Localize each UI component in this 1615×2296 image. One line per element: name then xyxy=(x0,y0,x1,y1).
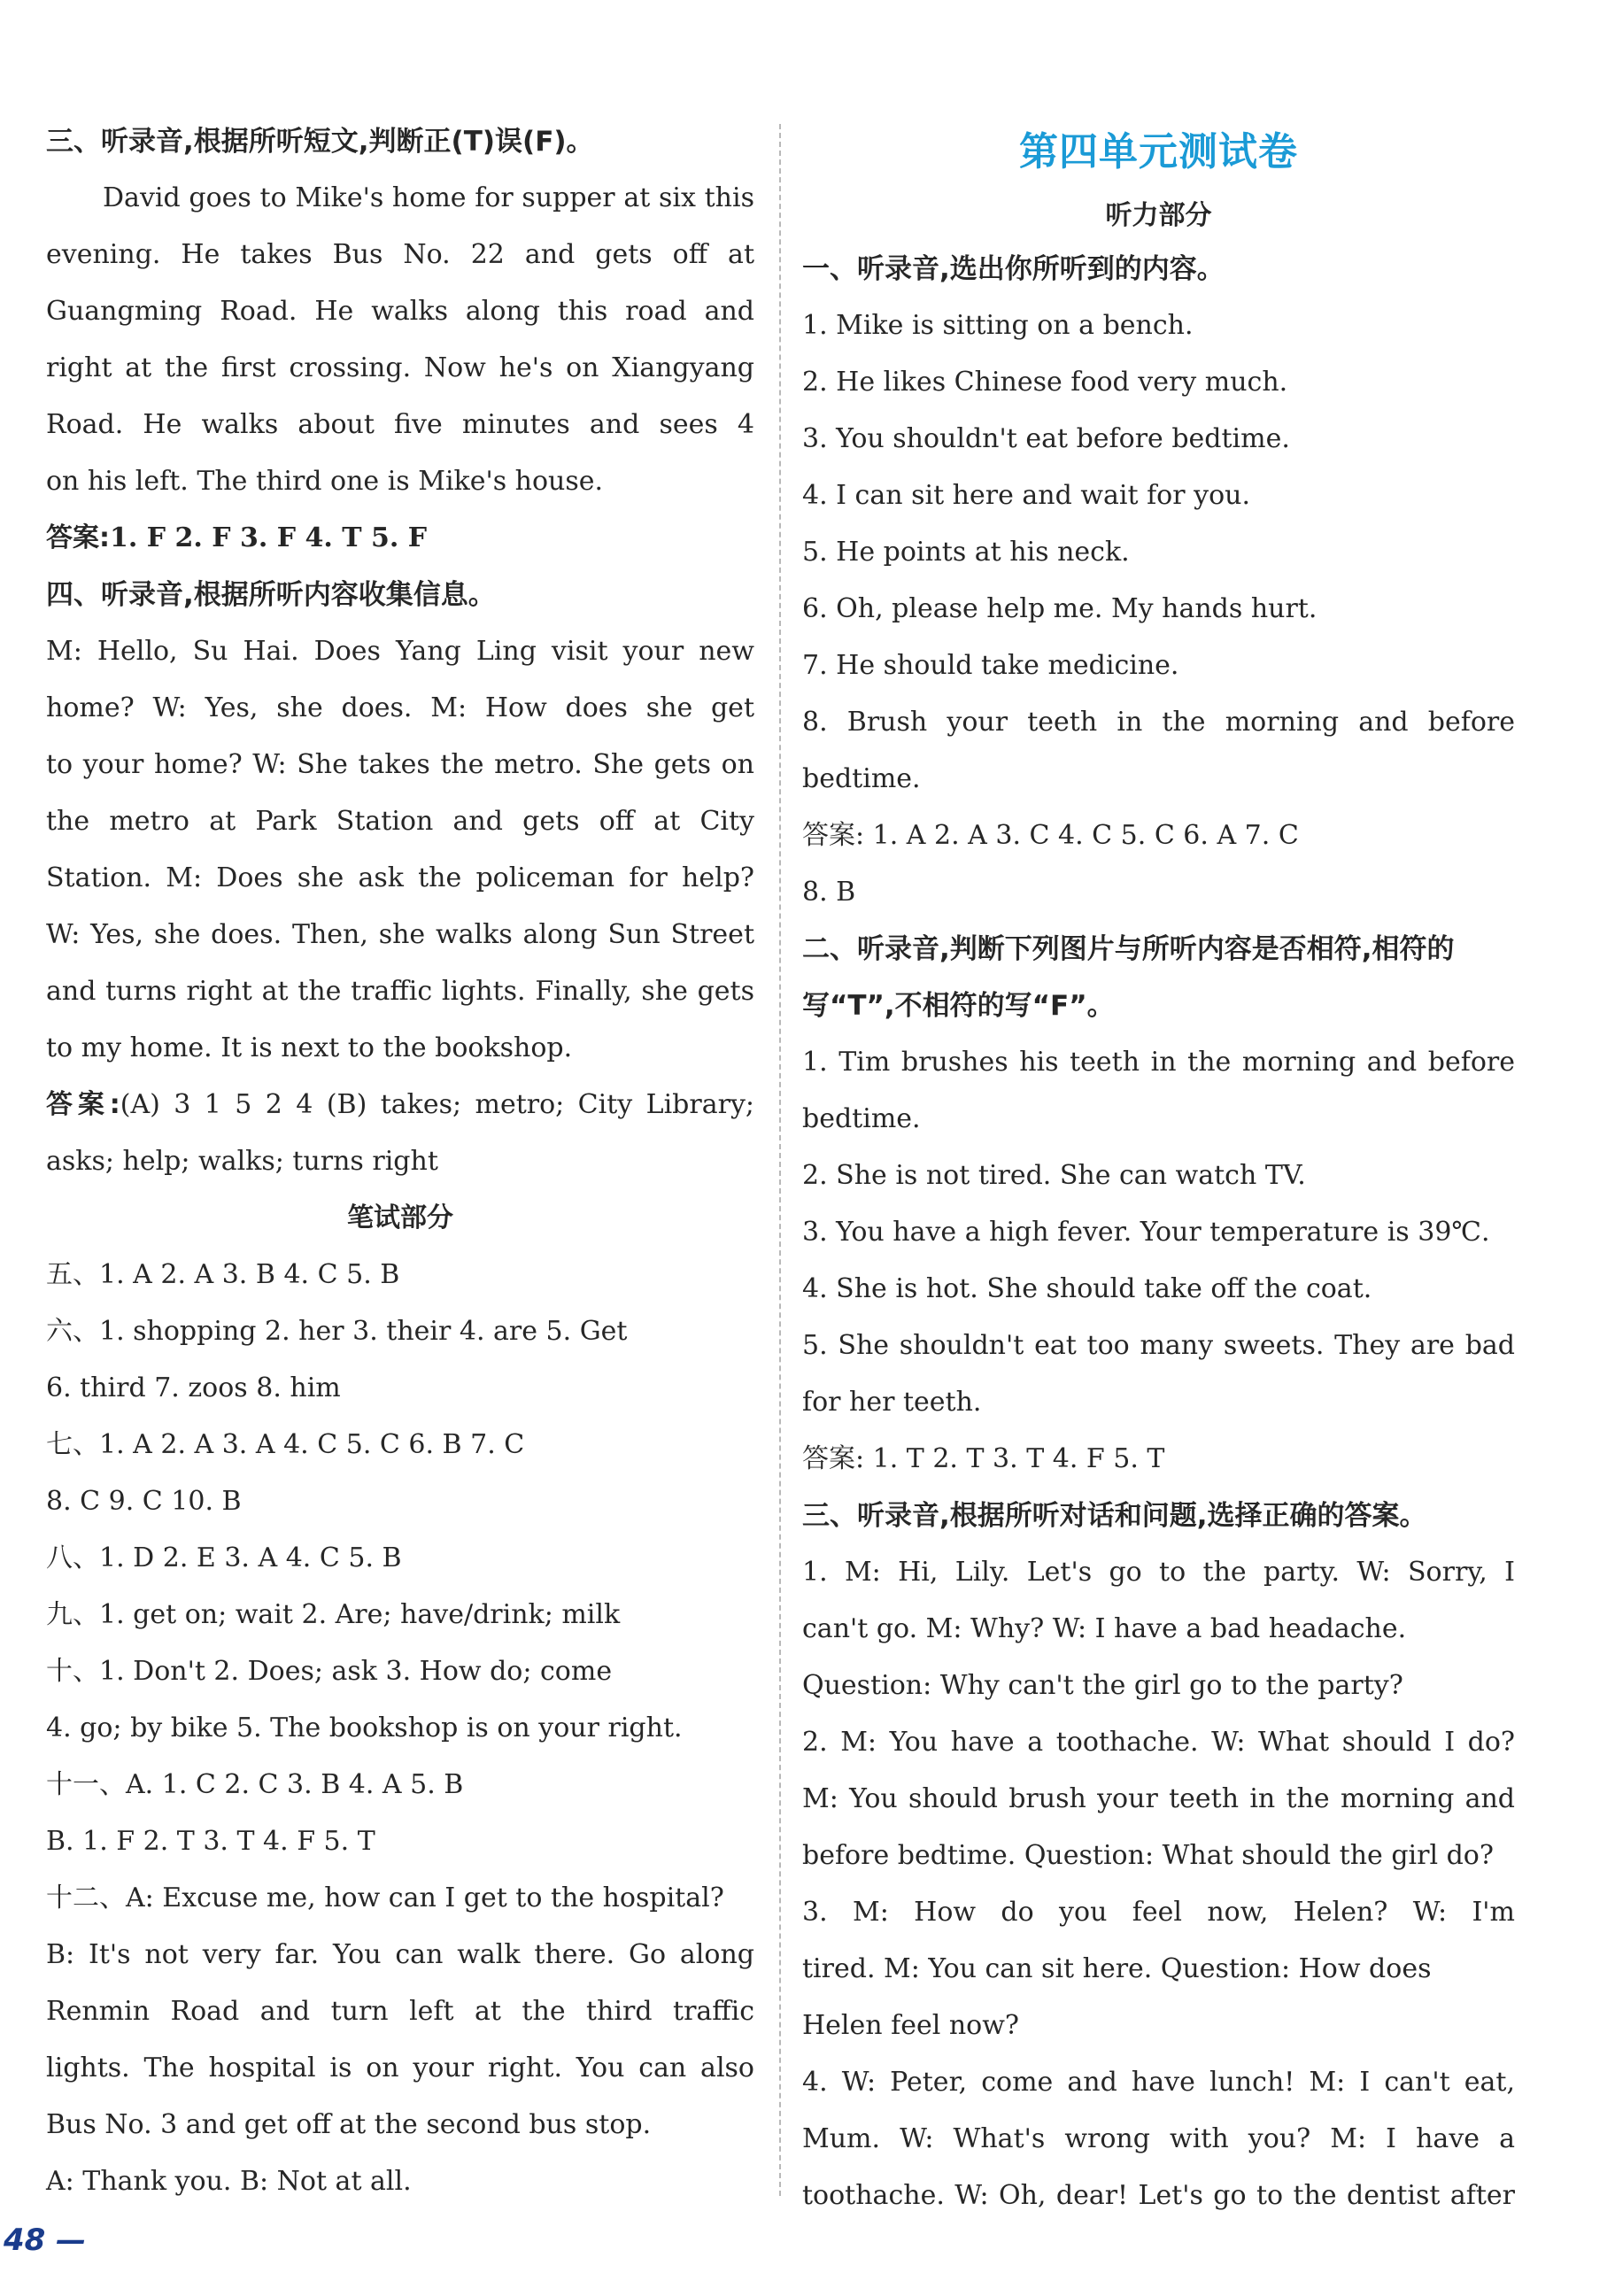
list-item: for her teeth. xyxy=(802,1387,982,1418)
page-number: 48 — xyxy=(4,2223,87,2258)
answer-values: 1. F 2. F 3. F 4. T 5. F xyxy=(110,522,428,553)
dialogue-line: and turns right at the traffic lights. Finally, she gets xyxy=(46,976,754,1007)
dialogue-line: 十二、A: Excuse me, how can I get to the hospital? xyxy=(46,1882,724,1913)
list-item: bedtime. xyxy=(802,1103,921,1134)
list-item: 1. Tim brushes his teeth in the morning and before xyxy=(802,1047,1515,1078)
section-2-heading: 写“T”,不相符的写“F”。 xyxy=(802,990,1115,1022)
unit-title: 第四单元测试卷 xyxy=(1019,129,1298,174)
column-divider xyxy=(779,124,781,2196)
dialogue-line: to my home. It is next to the bookshop. xyxy=(46,1032,573,1063)
answer-line: 九、1. get on; wait 2. Are; have/drink; milk xyxy=(46,1599,621,1630)
dialogue-line: M: Hello, Su Hai. Does Yang Ling visit your new xyxy=(46,636,754,667)
passage-line: David goes to Mike's home for supper at six this xyxy=(103,182,754,213)
passage-line: Road. He walks about five minutes and sees 4 xyxy=(46,409,754,440)
list-item: 6. Oh, please help me. My hands hurt. xyxy=(802,593,1318,624)
list-item: 2. She is not tired. She can watch TV. xyxy=(802,1160,1306,1191)
section-3-heading: 三、听录音,根据所听对话和问题,选择正确的答案。 xyxy=(802,1500,1427,1532)
answer-line: asks; help; walks; turns right xyxy=(46,1146,438,1177)
answer-line: B. 1. F 2. T 3. T 4. F 5. T xyxy=(46,1826,375,1857)
dialogue-line: Station. M: Does she ask the policeman for help? xyxy=(46,862,754,893)
list-item: 5. She shouldn't eat too many sweets. They are bad xyxy=(802,1330,1515,1361)
section-1-heading: 一、听录音,选出你所听到的内容。 xyxy=(802,253,1225,285)
answer-line: 七、1. A 2. A 3. A 4. C 5. C 6. B 7. C xyxy=(46,1429,525,1460)
answer-line: 4. go; by bike 5. The bookshop is on your right. xyxy=(46,1712,683,1743)
dialogue-line: can't go. M: Why? W: I have a bad headache. xyxy=(802,1613,1407,1644)
listening-section-title: 听力部分 xyxy=(1105,200,1212,231)
dialogue-line: W: Yes, she does. Then, she walks along Sun Street xyxy=(46,919,754,950)
answer-line xyxy=(46,510,754,567)
passage-line: evening. He takes Bus No. 22 and gets off at xyxy=(46,239,754,270)
passage-line: right at the first crossing. Now he's on Xiangyang xyxy=(46,352,754,383)
dialogue-line: the metro at Park Station and gets off at City xyxy=(46,806,754,837)
dialogue-line: Helen feel now? xyxy=(802,2010,1020,2041)
dialogue-line: tired. M: You can sit here. Question: How does xyxy=(802,1953,1432,1984)
dialogue-line: Question: Why can't the girl go to the party? xyxy=(802,1670,1403,1701)
written-section-title: 笔试部分 xyxy=(347,1202,453,1233)
list-item: 5. He points at his neck. xyxy=(802,537,1130,568)
section-3-heading: 三、听录音,根据所听短文,判断正(T)误(F)。 xyxy=(46,126,594,158)
list-item: 3. You have a high fever. Your temperature is 39℃. xyxy=(802,1217,1490,1248)
list-item: 8. Brush your teeth in the morning and before xyxy=(802,707,1515,738)
dialogue-line: B: It's not very far. You can walk there. Go along xyxy=(46,1939,754,1970)
dialogue-line: lights. The hospital is on your right. You can also xyxy=(46,2052,754,2083)
passage-line: Guangming Road. He walks along this road and xyxy=(46,296,754,327)
dialogue-line: Renmin Road and turn left at the third traffic xyxy=(46,1996,754,2027)
answer-line: 十、1. Don't 2. Does; ask 3. How do; come xyxy=(46,1656,613,1687)
dialogue-line: Bus No. 3 and get off at the second bus stop. xyxy=(46,2109,652,2140)
dialogue-line: Mum. W: What's wrong with you? M: I have a xyxy=(802,2123,1515,2154)
list-item: 1. Mike is sitting on a bench. xyxy=(802,310,1194,341)
answer-line: 8. B xyxy=(802,877,856,908)
dialogue-line: toothache. W: Oh, dear! Let's go to the dentist after xyxy=(802,2180,1515,2211)
right-column xyxy=(802,113,1515,2224)
answer-line: 六、1. shopping 2. her 3. their 4. are 5. Get xyxy=(46,1316,628,1347)
dialogue-line: 2. M: You have a toothache. W: What should I do? xyxy=(802,1727,1515,1758)
dialogue-line: before bedtime. Question: What should the girl do? xyxy=(802,1840,1494,1871)
list-item: 3. You shouldn't eat before bedtime. xyxy=(802,423,1290,454)
answer-line: 答案: 1. A 2. A 3. C 4. C 5. C 6. A 7. C xyxy=(802,820,1299,851)
answer-line: 8. C 9. C 10. B xyxy=(46,1486,242,1517)
dialogue-line: 1. M: Hi, Lily. Let's go to the party. W: Sorry, I xyxy=(802,1557,1515,1588)
answer-line: 五、1. A 2. A 3. B 4. C 5. B xyxy=(46,1259,400,1290)
left-column xyxy=(46,113,754,2210)
list-item: 4. She is hot. She should take off the coat. xyxy=(802,1273,1372,1304)
answer-line: 八、1. D 2. E 3. A 4. C 5. B xyxy=(46,1542,402,1573)
section-2-heading: 二、听录音,判断下列图片与所听内容是否相符,相符的 xyxy=(802,933,1455,965)
passage-line: on his left. The third one is Mike's house. xyxy=(46,466,604,497)
answer-line: 答案: 1. T 2. T 3. T 4. F 5. T xyxy=(802,1443,1165,1474)
answer-line: 十一、A. 1. C 2. C 3. B 4. A 5. B xyxy=(46,1769,464,1800)
list-item: 7. He should take medicine. xyxy=(802,650,1179,681)
dialogue-line: M: You should brush your teeth in the morning and xyxy=(802,1783,1515,1814)
dialogue-line: A: Thank you. B: Not at all. xyxy=(46,2166,412,2197)
dialogue-line: 3. M: How do you feel now, Helen? W: I'm xyxy=(802,1897,1515,1928)
section-4-heading: 四、听录音,根据所听内容收集信息。 xyxy=(46,579,496,611)
dialogue-line: home? W: Yes, she does. M: How does she get xyxy=(46,692,754,723)
dialogue-line: 4. W: Peter, come and have lunch! M: I can't eat, xyxy=(802,2067,1515,2098)
answer-line xyxy=(46,1077,754,1133)
answer-label: 答案: xyxy=(46,522,110,553)
list-item: 4. I can sit here and wait for you. xyxy=(802,480,1250,511)
list-item: bedtime. xyxy=(802,763,921,794)
answer-label: 答案: xyxy=(46,1089,120,1120)
dialogue-line: to your home? W: She takes the metro. She gets on xyxy=(46,749,754,780)
answer-values: (A) 3 1 5 2 4 (B) takes; metro; City Library; xyxy=(120,1089,754,1120)
answer-line: 6. third 7. zoos 8. him xyxy=(46,1372,341,1403)
list-item: 2. He likes Chinese food very much. xyxy=(802,367,1288,398)
